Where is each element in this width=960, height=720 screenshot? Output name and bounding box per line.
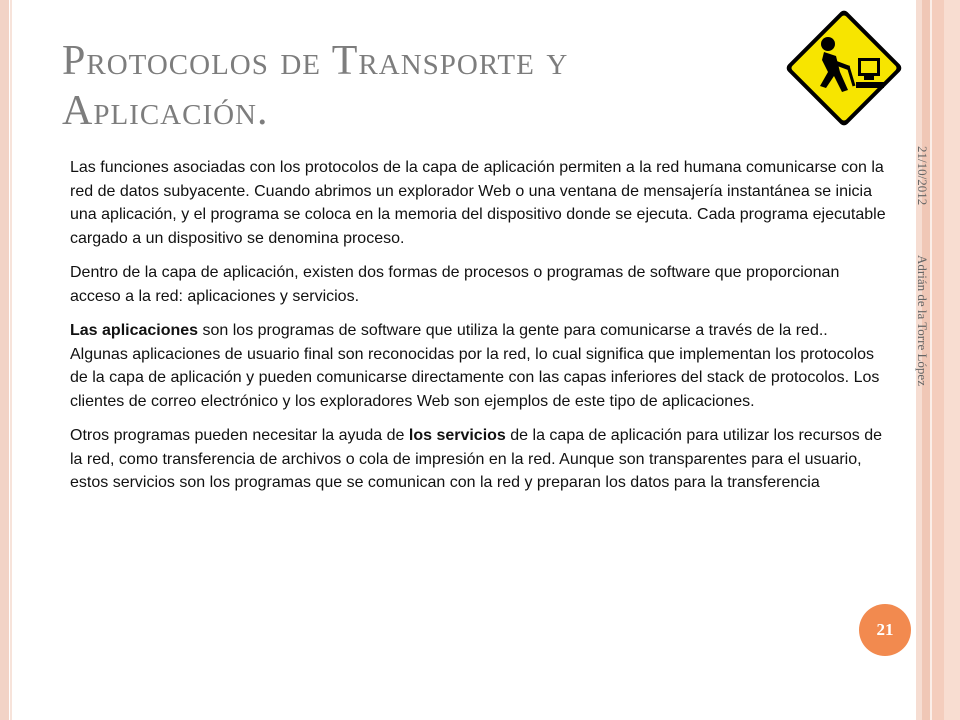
- slide-date: 21/10/2012: [915, 146, 930, 206]
- paragraph-1: Las funciones asociadas con los protocolos de la capa de aplicación permiten a la red humana comunicarse con la red de datos subyacente. Cuando abrimos un explorador Web o una ventana de mensajería instantánea se inicia una aplicación, y el programa se coloca en la memoria del dispositivo donde se ejecuta. Cada programa ejecutable cargado a un dispositivo se denomina proceso.: [70, 159, 886, 247]
- paragraph-4-start: Otros programas pueden necesitar la ayuda de: [70, 427, 409, 444]
- left-decorative-line: [10, 0, 12, 720]
- page-number-badge: 21: [859, 604, 911, 656]
- paragraph-4-text: de la capa de aplicación para utilizar los recursos de la red, como transferencia de archivos o cola de impresión en la red. Aunque son transparentes para el usuario, estos servicios son los programas que se comunican con la red y preparan los datos para la transferencia: [70, 427, 883, 491]
- right-decorative-band: [932, 0, 944, 720]
- paragraph-2: Dentro de la capa de aplicación, existen dos formas de procesos o programas de software que proporcionan acceso a la red: aplicaciones y servicios.: [70, 264, 840, 305]
- slide-title-line1: Protocolos de Transporte y: [62, 38, 569, 84]
- left-decorative-band: [0, 0, 9, 720]
- paragraph-3-text: son los programas de software que utiliza la gente para comunicarse a través de la red.. Algunas aplicaciones de usuario final son reconocidas por la red, lo cual significa que implementan los protocolos de la capa de aplicación y pueden comunicarse directamente con las capas inferiores del stack de protocolos. Los clientes de correo electrónico y los exploradores Web son ejemplos de este tipo de aplicaciones.: [70, 322, 880, 410]
- right-decorative-band: [944, 0, 960, 720]
- paragraph-4-bold: los servicios: [408, 427, 506, 444]
- paragraph-3: [70, 319, 888, 413]
- slide-body: [70, 156, 888, 506]
- slide-title-line2: Aplicación.: [62, 88, 269, 134]
- paragraph-3-bold: Las aplicaciones: [70, 322, 199, 339]
- under-construction-sign-icon: [778, 2, 910, 134]
- paragraph-4: [70, 424, 888, 495]
- slide-author: Adrián de la Torre López: [915, 255, 930, 386]
- slide-title: [62, 36, 762, 136]
